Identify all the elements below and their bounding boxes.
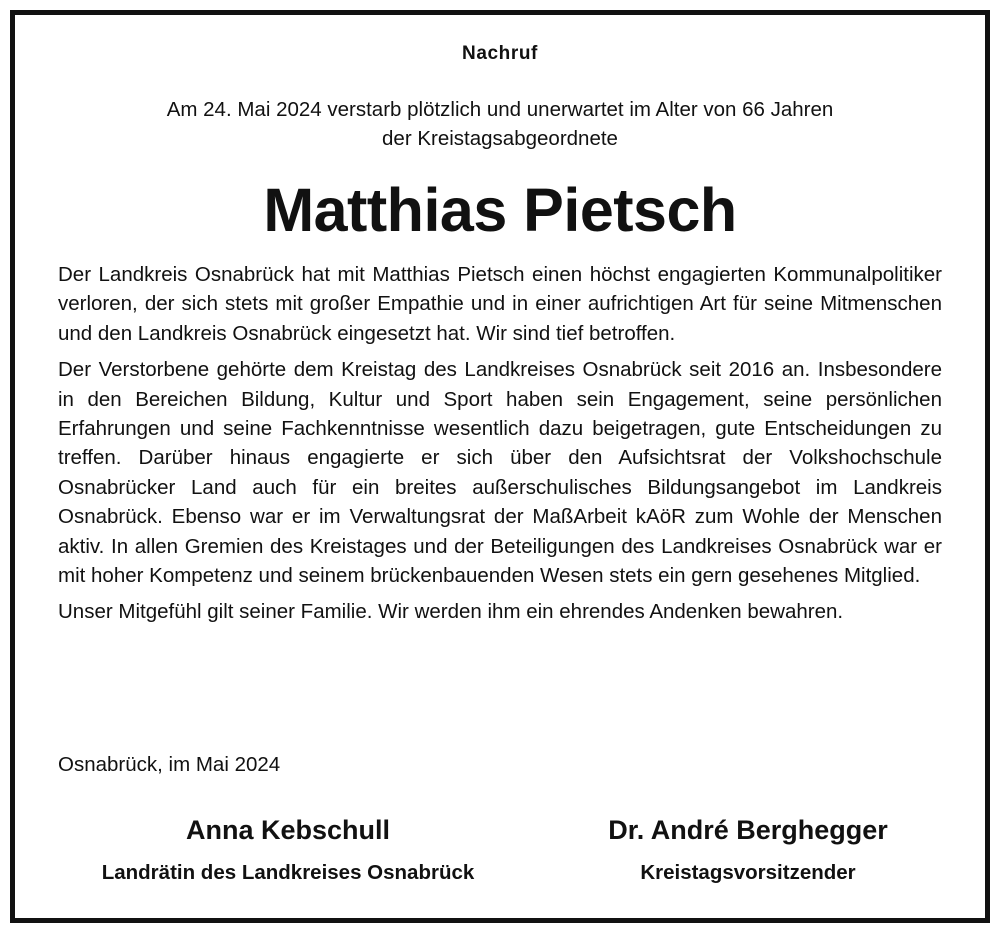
signatory-name: Anna Kebschull <box>185 815 391 845</box>
obituary-heading: Nachruf <box>462 43 538 64</box>
signatory-role: Kreistagsvorsitzender <box>640 861 856 884</box>
place-date: Osnabrück, im Mai 2024 <box>58 753 281 776</box>
intro-line: der Kreistagsabgeordnete <box>382 127 618 150</box>
obituary-body <box>58 260 942 634</box>
intro-text <box>58 95 942 153</box>
obituary-border <box>10 10 990 923</box>
deceased-name: Matthias Pietsch <box>263 176 737 244</box>
body-paragraph: Unser Mitgefühl gilt seiner Familie. Wir werden ihm ein ehrendes Andenken bewahren. <box>58 600 844 624</box>
body-paragraph: Der Landkreis Osnabrück hat mit Matthias Pietsch einen höchst engagierten Kommunalpolitiker verloren, der sich stets mit großer Empathie und in einer aufrichtigen Art für seine Mitmenschen und den Landkreis Osnabrück eingesetzt hat. Wir sind tief betroffen. <box>58 263 942 345</box>
signatory-name: Dr. André Berghegger <box>608 815 888 845</box>
signatory-right <box>548 810 948 888</box>
signatory-left <box>53 810 523 888</box>
signatory-role: Landrätin des Landkreises Osnabrück <box>101 861 475 884</box>
intro-line: Am 24. Mai 2024 verstarb plötzlich und unerwartet im Alter von 66 Jahren <box>166 98 834 121</box>
body-paragraph: Der Verstorbene gehörte dem Kreistag des Landkreises Osnabrück seit 2016 an. Insbesondere in den Bereichen Bildung, Kultur und Sport haben sein Engagement, seine persönlichen Erfahrungen und seine Fachkenntnisse wesentlich dazu beigetragen, gute Entscheidungen zu treffen. Darüber hinaus engagierte er sich über den Aufsichtsrat der Volkshochschule Osnabrücker Land auch für ein breites außerschulisches Bildungsangebot im Landkreis Osnabrück. Ebenso war er im Verwaltungsrat der MaßArbeit kAöR zum Wohle der Menschen aktiv. In allen Gremien des Kreistages und der Beteiligungen des Landkreises Osnabrück war er mit hoher Kompetenz und seinem brückenbauenden Wesen stets ein gern gesehenes Mitglied. <box>58 358 942 588</box>
